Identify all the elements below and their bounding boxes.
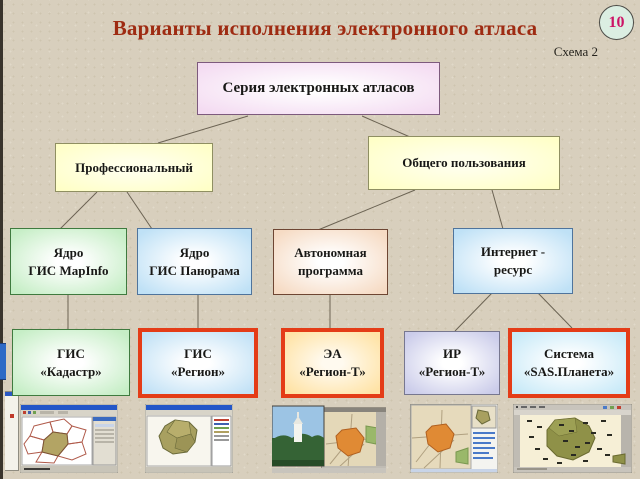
- node-label-line1: Автономная: [294, 245, 367, 261]
- connector-line: [538, 293, 572, 328]
- thumbnail-sas-planeta-map: [513, 404, 632, 473]
- node-sas-planeta: [508, 328, 630, 398]
- node-label-line1: ИР: [442, 346, 462, 362]
- connector-line: [127, 192, 152, 229]
- node-label-line2: «Кадастр»: [40, 363, 102, 379]
- node-label-line2: «Регион»: [171, 364, 225, 379]
- thumbnail-panorama-region-map: [145, 404, 233, 473]
- connector-line: [362, 116, 410, 137]
- node-gis-kadastr: [12, 329, 130, 396]
- node-label: Профессиональный: [75, 159, 193, 175]
- node-label-line2: «SAS.Планета»: [523, 364, 615, 379]
- connector-line: [60, 192, 97, 229]
- node-label-line2: «Регион-Т»: [418, 364, 486, 379]
- thumbnail-region-t-city-map: [410, 404, 498, 473]
- node-label-line1: Система: [543, 346, 595, 362]
- node-label-line2: ресурс: [493, 262, 533, 277]
- thumbnail-mapinfo-districts: [20, 404, 118, 473]
- connector-line: [492, 190, 503, 229]
- node-label-line1: Ядро: [179, 244, 210, 260]
- node-label-line2: ГИС MapInfo: [28, 262, 109, 278]
- thumbnail-region-photo-and-map: [272, 404, 386, 473]
- node-internet-resource: [453, 228, 573, 294]
- connector-line: [455, 293, 492, 331]
- node-series-of-atlases: [197, 62, 440, 115]
- page-number: 10: [608, 13, 625, 31]
- node-standalone-program: [273, 229, 388, 295]
- node-ir-region-t: [404, 331, 500, 395]
- connector-line: [158, 116, 248, 143]
- node-label-line1: ГИС: [184, 346, 212, 362]
- node-label-line1: ГИС: [57, 345, 85, 361]
- node-ea-region-t: [281, 328, 384, 398]
- node-label-line2: программа: [298, 263, 363, 278]
- node-professional: [55, 143, 213, 192]
- node-core-gis-panorama: [137, 228, 252, 295]
- node-public-use: [368, 136, 560, 190]
- scheme-label: Схема 2: [553, 44, 598, 59]
- connector-line: [318, 190, 415, 230]
- node-label: Серия электронных атласов: [222, 80, 415, 97]
- node-core-gis-mapinfo: [10, 228, 127, 295]
- node-gis-region: [138, 328, 258, 398]
- node-label-line2: «Регион-Т»: [299, 364, 366, 379]
- page-title: Варианты исполнения электронного атласа: [112, 16, 538, 40]
- node-label: Общего пользования: [402, 155, 526, 171]
- node-label-line1: Интернет -: [480, 244, 546, 260]
- node-label-line1: ЭА: [323, 346, 342, 362]
- node-label-line2: ГИС Панорама: [149, 262, 240, 278]
- node-label-line1: Ядро: [53, 244, 84, 260]
